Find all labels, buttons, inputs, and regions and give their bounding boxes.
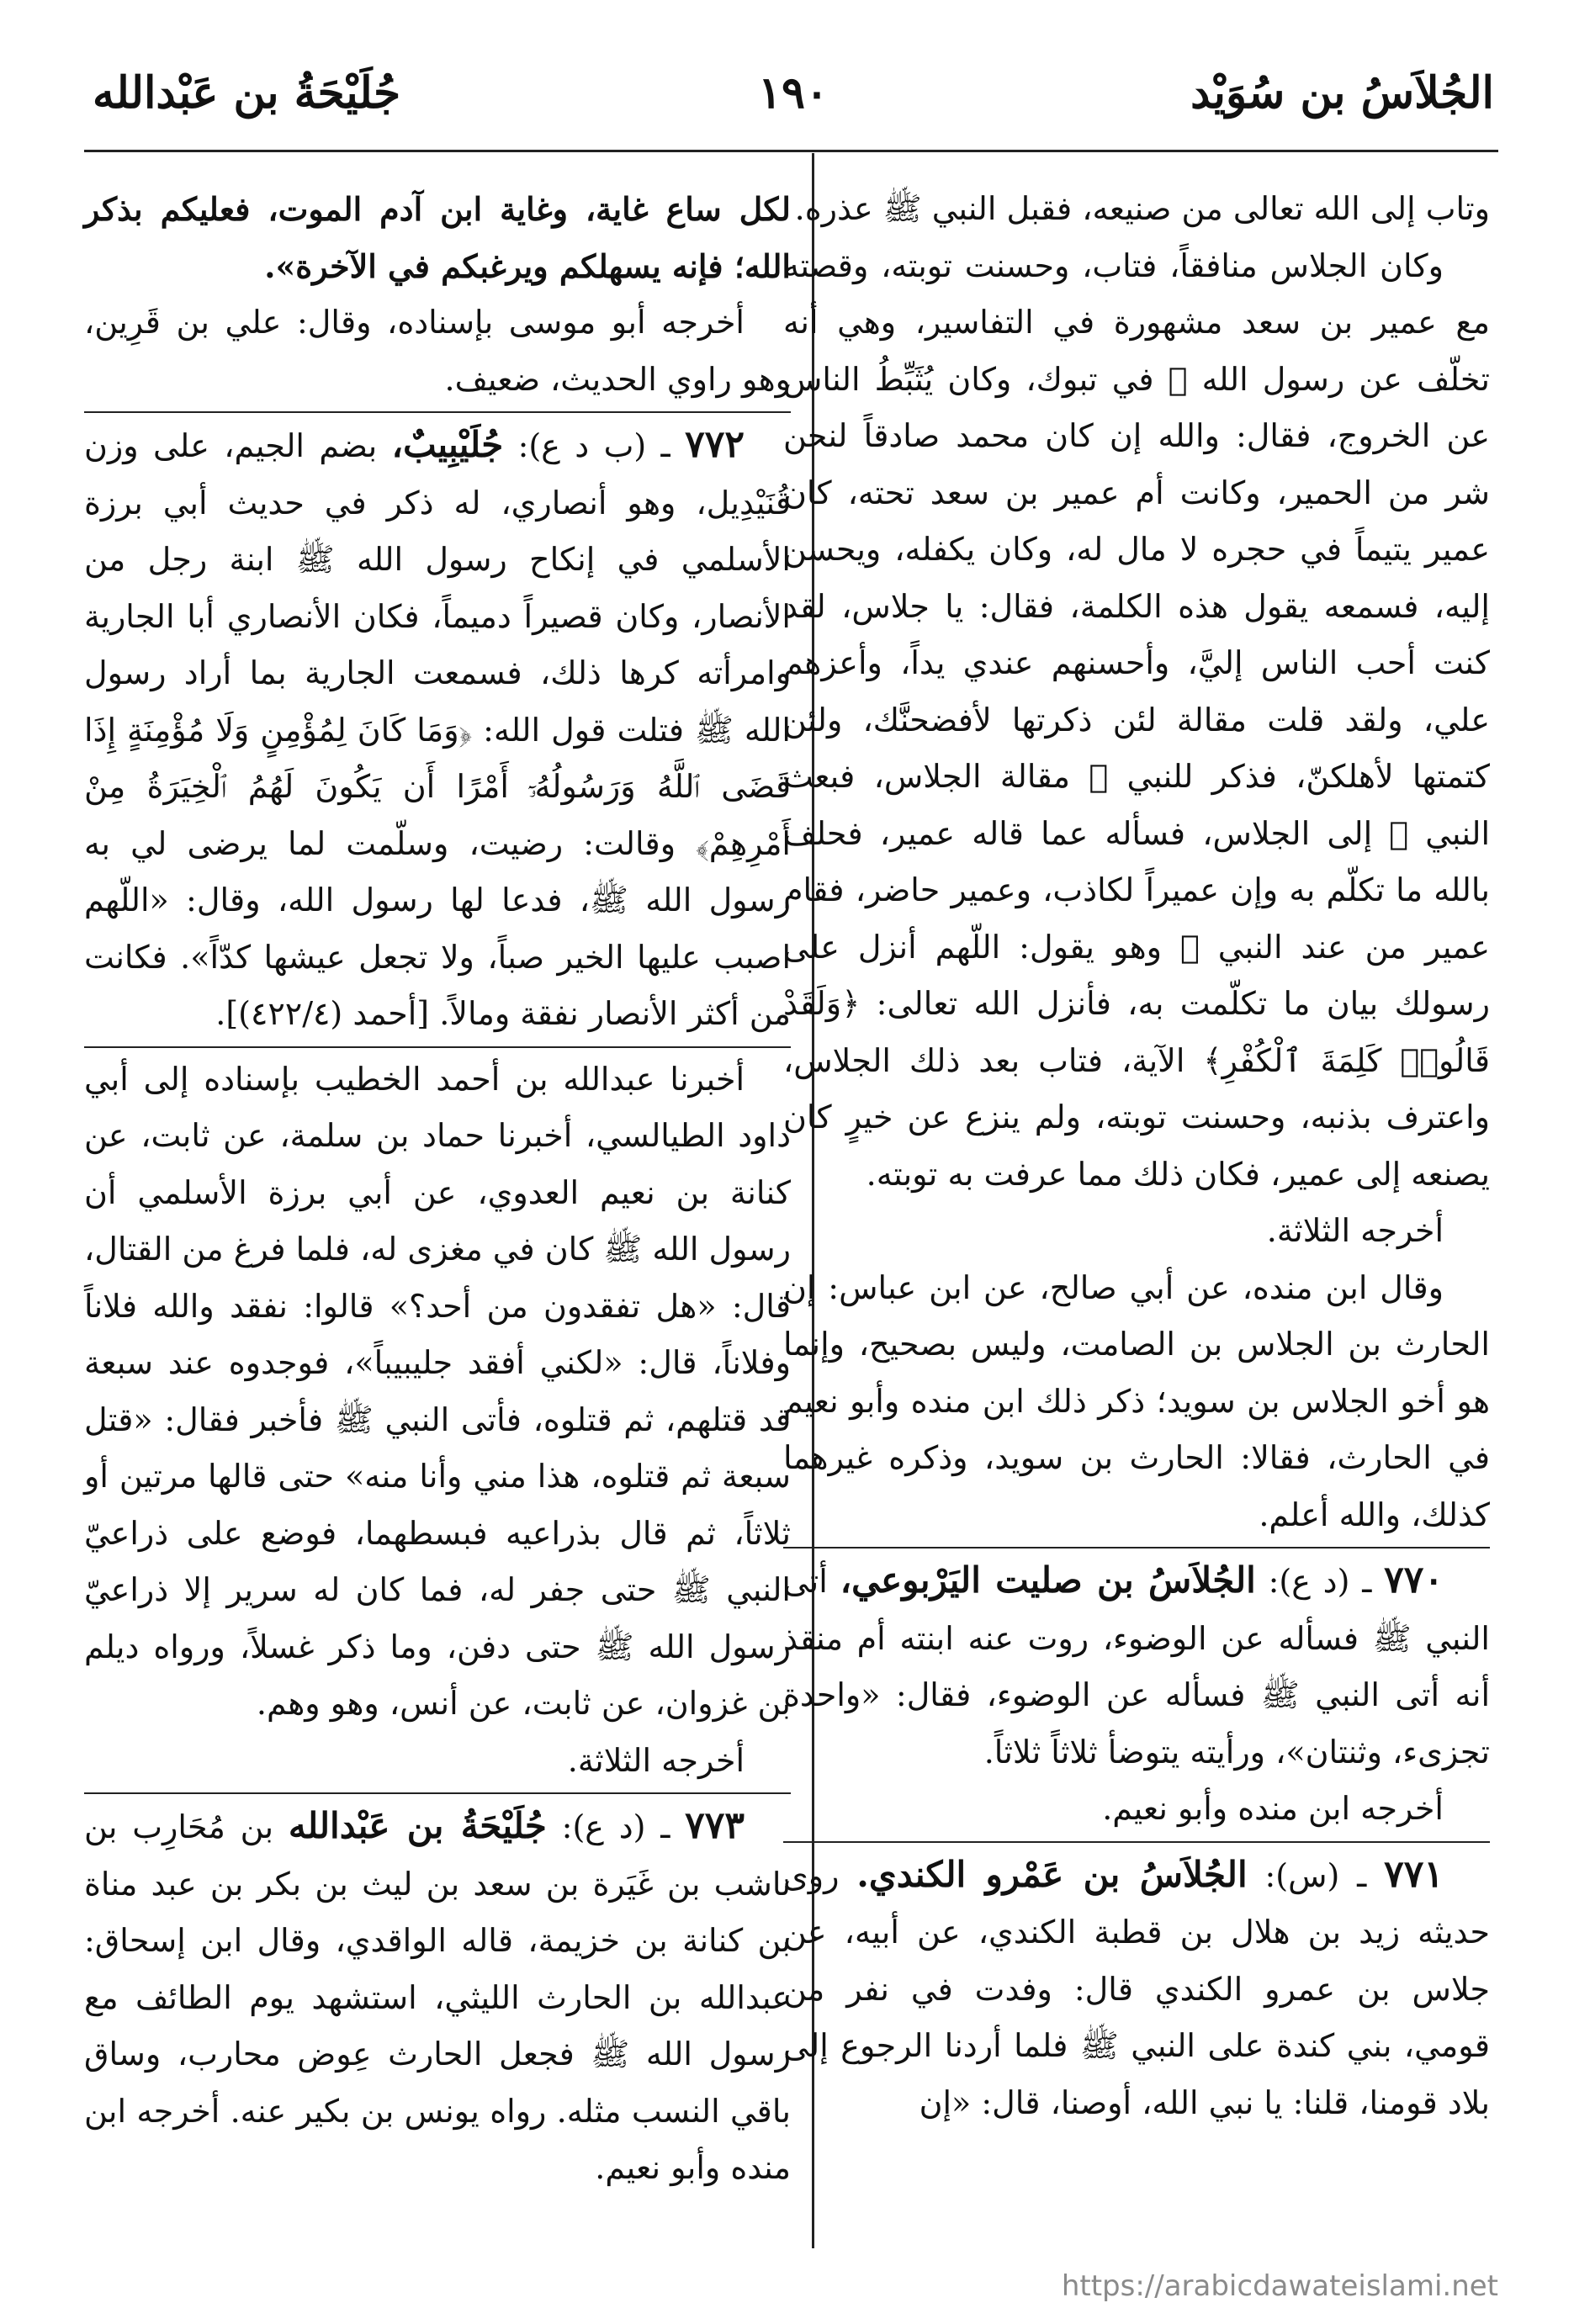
entry-separator <box>84 1046 791 1048</box>
entry-number: ٧٧٠ <box>1384 1559 1444 1601</box>
entry-771: ٧٧١ ـ (س): الجُلاَسُ بن عَمْرو الكندي. روى حديثه زيد بن هلال بن قطبة الكندي، عن أبيه، عن جلاس بن عمرو الكندي قال: وفدت في نفر من قومي، بني كندة على النبي ﷺ فلما أردنا الرجوع إلى بلاد قومنا، قلنا: يا نبي الله، أوصنا، قال: «إن <box>783 1852 1490 2121</box>
entry-text: بضم الجيم، على وزن قُنَيْدِيل، وهو أنصاري، له ذكر في حديث أبي برزة الأسلمي في إنكاح رسول الله ﷺ ابنة رجل من الأنصار، وكان قصيراً دميماً، فكان الأنصاري أبا الجارية وامرأته كرها ذلك، فسمعت الجارية بما أراد رسول الله ﷺ فتلت قول الله: ﴿وَمَا كَانَ لِمُؤْمِنٍ وَلَا مُؤْمِنَةٍ إِذَا قَضَى ٱللَّهُ وَرَسُولُهُۥٓ أَمْرًا أَن يَكُونَ لَهُمُ ٱلْخِيَرَةُ مِنْ أَمْرِهِمْ﴾ وقالت: رضيت، وسلّمت لما يرضى لي به رسول الله ﷺ، فدعا لها رسول الله، وقال: «اللّهم اصبب عليها الخير صباً، ولا تجعل عيشها كدّاً». فكانت من أكثر الأنصار نفقة ومالاً. [أحمد (٤٢٢/٤)]. <box>84 427 791 1032</box>
entry-code: (د ع): <box>1268 1563 1350 1600</box>
right-column <box>783 181 1490 2131</box>
running-title-left: جُلَيْحَةُ بن عَبْدالله <box>93 67 401 119</box>
entry-770: ٧٧٠ ـ (د ع): الجُلاَسُ بن صليت اليَرْبوعي، أتى النبي ﷺ فسأله عن الوضوء، روت عنه ابنته أم منقذ أنه أتى النبي ﷺ فسأله عن الوضوء، فقال: «واحدة تجزىء، وثنتان»، ورأيته يتوضأ ثلاثاً ثلاثاً. <box>783 1559 1490 1771</box>
entry-separator <box>783 1841 1490 1843</box>
page-number: ١٩٠ <box>758 67 829 119</box>
entry-773: ٧٧٣ ـ (د ع): جُلَيْحَةُ بن عَبْدالله بن مُحَارِب بن ناشب بن غَيَرة بن سعد بن ليث بن بكر بن عبد مناة بن كنانة بن خزيمة، قاله الواقدي، وقال ابن إسحاق: عبدالله بن الحارث الليثي، استشهد يوم الطائف مع رسول الله ﷺ فجعل الحارث عِوض محارب، وساق باقي النسب مثله. رواه يونس بن بكير عنه. أخرجه ابن منده وأبو نعيم. <box>84 1804 791 2186</box>
watermark-url: https://arabicdawateislami.net <box>1061 2269 1498 2303</box>
entry-text: أتى النبي ﷺ فسأله عن الوضوء، روت عنه ابنته أم منقذ أنه أتى النبي ﷺ فسأله عن الوضوء، فقال: «واحدة تجزىء، وثنتان»، ورأيته يتوضأ ثلاثاً ثلاثاً. <box>783 1563 1490 1771</box>
entry-text: روى حديثه زيد بن هلال بن قطبة الكندي، عن أبيه، عن جلاس بن عمرو الكندي قال: وفدت في نفر من قومي، بني كندة على النبي ﷺ فلما أردنا الرجوع إلى بلاد قومنا، قلنا: يا نبي الله، أوصنا، قال: «إن <box>783 1856 1490 2121</box>
entry-separator <box>84 411 791 413</box>
entry-code: (ب د ع): <box>517 427 647 464</box>
left-column <box>84 181 791 2197</box>
entry-separator <box>783 1547 1490 1548</box>
entry-text: بن مُحَارِب بن ناشب بن غَيَرة بن سعد بن ليث بن بكر بن عبد مناة بن كنانة بن خزيمة، قاله الواقدي، وقال ابن إسحاق: عبدالله بن الحارث الليثي، استشهد يوم الطائف مع رسول الله ﷺ فجعل الحارث عِوض محارب، وساق باقي النسب مثله. رواه يونس بن بكير عنه. أخرجه ابن منده وأبو نعيم. <box>84 1808 791 2186</box>
paragraph: أخرجه الثلاثة. <box>567 1741 745 1779</box>
entry-772: ٧٧٢ ـ (ب د ع): جُلَيْبِيبٌ، بضم الجيم، على وزن قُنَيْدِيل، وهو أنصاري، له ذكر في حديث أبي برزة الأسلمي في إنكاح رسول الله ﷺ ابنة رجل من الأنصار، وكان قصيراً دميماً، فكان الأنصاري أبا الجارية وامرأته كرها ذلك، فسمعت الجارية بما أراد رسول الله ﷺ فتلت قول الله: ﴿وَمَا كَانَ لِمُؤْمِنٍ وَلَا مُؤْمِنَةٍ إِذَا قَضَى ٱللَّهُ وَرَسُولُهُۥٓ أَمْرًا أَن يَكُونَ لَهُمُ ٱلْخِيَرَةُ مِنْ أَمْرِهِمْ﴾ وقالت: رضيت، وسلّمت لما يرضى لي به رسول الله ﷺ، فدعا لها رسول الله، وقال: «اللّهم اصبب عليها الخير صباً، ولا تجعل عيشها كدّاً». فكانت من أكثر الأنصار نفقة ومالاً. [أحمد (٤٢٢/٤)]. <box>84 423 791 1032</box>
paragraph: أخبرنا عبدالله بن أحمد الخطيب بإسناده إلى أبي داود الطيالسي، أخبرنا حماد بن سلمة، عن ثابت، عن كنانة بن نعيم العدوي، عن أبي برزة الأسلمي أن رسول الله ﷺ كان في مغزى له، فلما فرغ من القتال، قال: «هل تفقدون من أحد؟» قالوا: نفقد والله فلاناً وفلاناً، قال: «لكني أفقد جليبيباً»، فوجدوه عند سبعة قد قتلهم، ثم قتلوه، فأتى النبي ﷺ فأخبر فقال: «قتل سبعة ثم قتلوه، هذا مني وأنا منه» حتى قالها مرتين أو ثلاثاً، ثم قال بذراعيه فبسطهما، فوضع على ذراعيّ النبي ﷺ حتى جفر له، فما كان له سرير إلا ذراعيّ رسول الله ﷺ حتى دفن، وما ذكر غسلاً، ورواه ديلم بن غزوان، عن ثابت، عن أنس، وهو وهم. <box>84 1060 791 1722</box>
entry-code: (د ع): <box>561 1808 646 1845</box>
paragraph: وكان الجلاس منافقاً، فتاب، وحسنت توبته، وقصته مع عمير بن سعد مشهورة في التفاسير، وهي أنه تخلّف عن رسول الله ﷺ في تبوك، وكان يُثَبِّطُ الناس عن الخروج، فقال: والله إن كان محمد صادقاً لنحن شر من الحمير، وكانت أم عمير بن سعد تحته، كان عمير يتيماً في حجره لا مال له، وكان يكفله، ويحسن إليه، فسمعه يقول هذه الكلمة، فقال: يا جلاس، لقد كنت أحب الناس إليَّ، وأحسنهم عندي يداً، وأعزهم علي، ولقد قلت مقالة لئن ذكرتها لأفضحنَّك، ولئن كتمتها لأهلكنّ، فذكر للنبي ﷺ مقالة الجلاس، فبعث النبي ﷺ إلى الجلاس، فسأله عما قاله عمير، فحلف بالله ما تكلّم به وإن عميراً لكاذب، وعمير حاضر، فقام عمير من عند النبي ﷺ وهو يقول: اللّهم أنزل على رسولك بيان ما تكلّمت به، فأنزل الله تعالى: ﴿وَلَقَدْ قَالُوا۟ كَلِمَةَ ٱلْكُفْرِ﴾ الآية، فتاب بعد ذلك الجلاس، واعترف بذنبه، وحسنت توبته، ولم ينزع عن خيرٍ كان يصنعه إلى عمير، فكان ذلك مما عرفت به توبته. <box>783 246 1490 1193</box>
paragraph: أخرجه ابن منده وأبو نعيم. <box>1102 1790 1444 1827</box>
running-title-right: الجُلاَسُ بن سُوَيْد <box>1190 67 1494 119</box>
entry-code: (س): <box>1264 1856 1340 1894</box>
entry-name: الجُلاَسُ بن صليت اليَرْبوعي، <box>840 1559 1256 1601</box>
paragraph: لكل ساع غاية، وغاية ابن آدم الموت، فعليكم بذكر الله؛ فإنه يسهلكم ويرغبكم في الآخرة». <box>84 190 791 285</box>
paragraph: أخرجه أبو موسى بإسناده، وقال: علي بن قَرِين، وهو راوي الحديث، ضعيف. <box>84 304 791 398</box>
entry-number: ٧٧٢ <box>685 423 745 466</box>
entry-name: الجُلاَسُ بن عَمْرو الكندي. <box>856 1853 1248 1895</box>
entry-number: ٧٧١ <box>1384 1852 1444 1896</box>
entry-number: ٧٧٣ <box>685 1804 745 1847</box>
paragraph: وقال ابن منده، عن أبي صالح، عن ابن عباس: إن الحارث بن الجلاس بن الصامت، وليس بصحيح، وإنما هو أخو الجلاس بن سويد؛ ذكر ذلك ابن منده وأبو نعيم في الحارث، فقالا: الحارث بن سويد، وذكره غيرهما كذلك، والله أعلم. <box>783 1268 1490 1533</box>
page-header <box>93 67 1494 135</box>
paragraph: وتاب إلى الله تعالى من صنيعه، فقبل النبي ﷺ عذره. <box>794 190 1490 227</box>
header-rule <box>84 150 1498 152</box>
entry-separator <box>84 1792 791 1794</box>
entry-name: جُلَيْبِيبٌ، <box>391 424 504 465</box>
entry-name: جُلَيْحَةُ بن عَبْدالله <box>288 1805 547 1846</box>
paragraph: أخرجه الثلاثة. <box>1266 1212 1444 1249</box>
